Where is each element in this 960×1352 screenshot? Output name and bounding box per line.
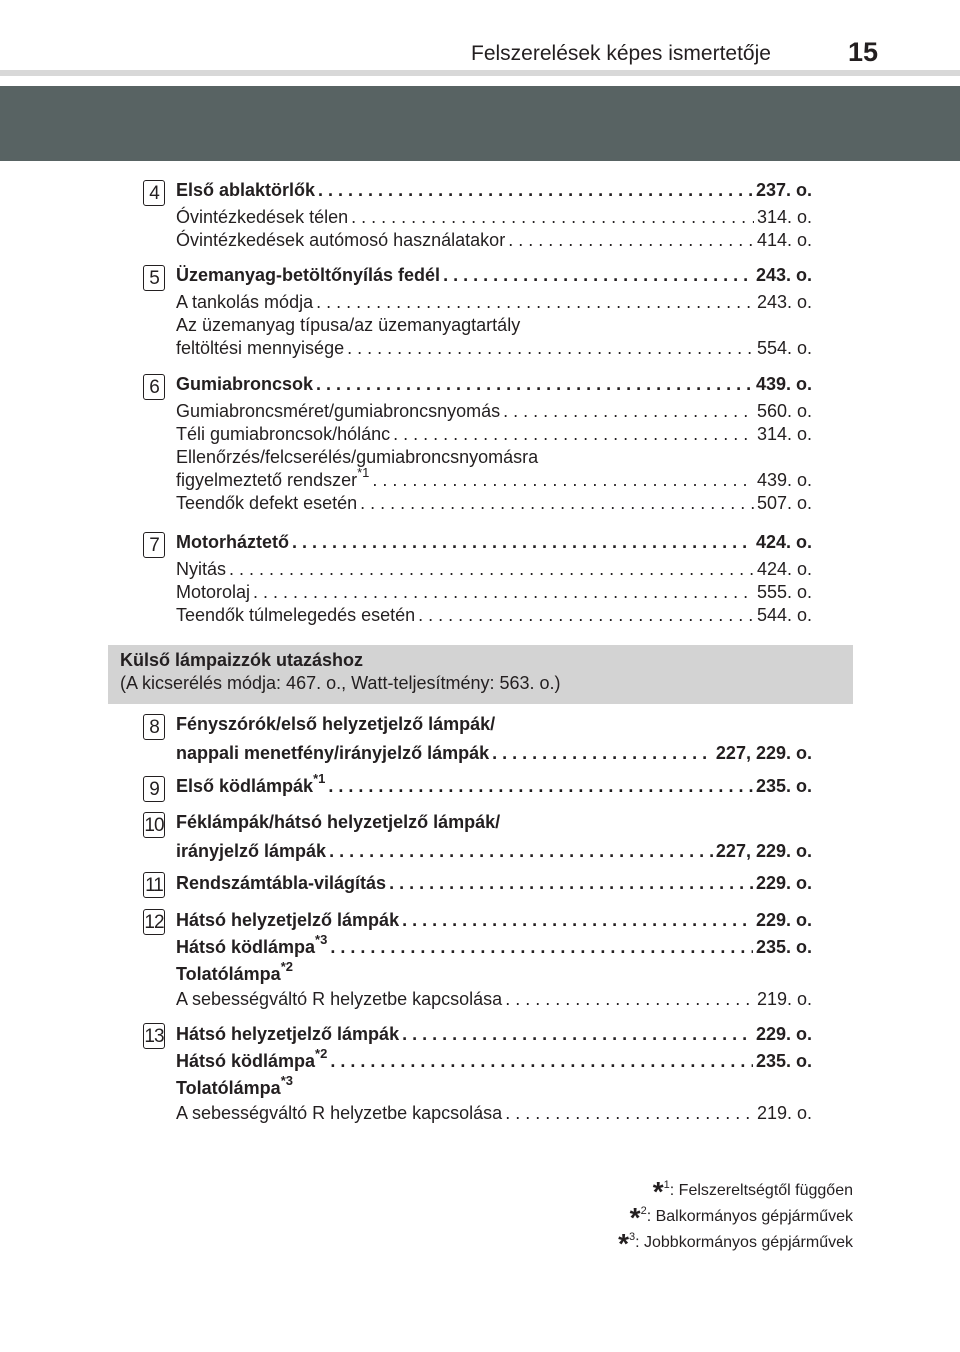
entry-label: Fényszórók/első helyzetjelző lámpák/ [176,714,496,734]
footnote-marker: *1 [313,771,326,786]
entry-label: Első ködlámpák [176,776,314,796]
section-10 [176,811,812,863]
entry-label: Motorháztető [176,532,289,552]
entry-label: Gumiabroncsok [176,374,314,394]
entry-label: A sebességváltó R helyzetbe kapcsolása [176,1103,503,1123]
entry-page: 439. o. [756,470,812,490]
toc-line[interactable] [176,264,812,287]
toc-line[interactable] [176,400,812,423]
section-13 [176,1023,812,1125]
callout-number-7: 7 [143,532,165,558]
toc-line[interactable] [176,291,812,314]
toc-line[interactable] [176,179,812,202]
entry-label: Teendők defekt esetén [176,493,358,513]
entry-label: Első ablaktörlők [176,180,316,200]
footnote-marker: *3 [280,1073,293,1088]
entry-page: 555. o. [756,582,812,602]
entry-page: 235. o. [755,1051,812,1071]
entry-page: 219. o. [756,1103,812,1123]
entry-page: 439. o. [755,374,812,394]
entry-page: 424. o. [756,559,812,579]
page-header-title: Felszerelések képes ismertetője [471,42,771,65]
footnote-1: *$^1$: Felszereltségtől függően [652,1176,853,1207]
entry-label: Féklámpák/hátsó helyzetjelző lámpák/ [176,812,501,832]
toc-line[interactable] [176,742,812,765]
callout-number-11: 11 [143,872,165,898]
toc-line-first [176,713,812,736]
toc-line[interactable] [176,1023,812,1046]
entry-label: irányjelző lámpák [176,841,327,861]
entry-label: Tolatólámpa [176,1078,281,1098]
entry-label: A sebességváltó R helyzetbe kapcsolása [176,989,503,1009]
callout-number-6: 6 [143,374,165,400]
toc-line-first [176,446,812,469]
entry-page: 235. o. [755,776,812,796]
section-5 [176,264,812,360]
footnote-2: *$^2$: Balkormányos gépjárművek [629,1202,853,1233]
entry-label: Tolatólámpa [176,964,281,984]
callout-number-8: 8 [143,714,165,740]
entry-page: 554. o. [756,338,812,358]
section-8 [176,713,812,765]
toc-line[interactable] [176,872,812,895]
section-12 [176,909,812,1011]
entry-page: 229. o. [755,910,812,930]
entry-label: Óvintézkedések autómosó használatakor [176,230,506,250]
footnote-marker: *2 [280,959,293,974]
entry-label: Teendők túlmelegedés esetén [176,605,416,625]
entry-page: 227, 229. o. [715,743,812,763]
toc-line[interactable] [176,492,812,515]
page-number: 15 [848,37,879,67]
entry-label: Motorolaj [176,582,251,602]
section-11 [176,872,812,895]
entry-page: 229. o. [755,873,812,893]
toc-line[interactable] [176,771,812,798]
toc-line[interactable] [176,206,812,229]
entry-page: 227, 229. o. [715,841,812,861]
entry-page: 219. o. [756,989,812,1009]
entry-label: Hátsó helyzetjelző lámpák [176,910,400,930]
toc-line[interactable] [176,840,812,863]
section-6 [176,373,812,515]
image-placeholder-band [0,86,960,161]
callout-number-9: 9 [143,776,165,802]
toc-line[interactable] [176,229,812,252]
toc-line[interactable] [176,337,812,360]
entry-label: Ellenőrzés/felcserélés/gumiabroncsnyomásra [176,447,539,467]
callout-number-10: 10 [143,812,165,838]
footnotes [618,1176,853,1259]
entry-label: Óvintézkedések télen [176,207,349,227]
entry-label: Nyitás [176,559,227,579]
footnote-marker: *2 [315,1046,328,1061]
entry-page: 229. o. [755,1024,812,1044]
entry-label: Az üzemanyag típusa/az üzemanyagtartály [176,315,521,335]
entry-page: 243. o. [756,292,812,312]
entry-label: nappali menetfény/irányjelző lámpák [176,743,490,763]
toc-line[interactable] [176,558,812,581]
callout-number-12: 12 [143,909,165,935]
entry-label: Hátsó helyzetjelző lámpák [176,1024,400,1044]
toc-line[interactable] [176,604,812,627]
entry-page: 235. o. [755,937,812,957]
entry-page: 544. o. [756,605,812,625]
toc-line [176,959,812,986]
toc-line[interactable] [176,1102,812,1125]
callout-number-4: 4 [143,180,165,206]
toc-line[interactable] [176,423,812,446]
entry-page: 414. o. [756,230,812,250]
entry-label: Rendszámtábla-világítás [176,873,387,893]
section-4 [176,179,812,252]
toc-line[interactable] [176,465,812,492]
exterior-lamps-info-box [108,645,853,704]
toc-line[interactable] [176,531,812,554]
toc-line[interactable] [176,373,812,396]
entry-page: 314. o. [756,424,812,444]
toc-line[interactable] [176,988,812,1011]
footnote-3: *$^3$: Jobbkormányos gépjárművek [618,1228,853,1259]
callout-number-5: 5 [143,265,165,291]
toc-line[interactable] [176,581,812,604]
entry-label: Hátsó ködlámpa [176,1051,316,1071]
info-box-title: Külső lámpaizzók utazáshoz [120,650,364,670]
entry-page: 237. o. [755,180,812,200]
entry-page: 507. o. [756,493,812,513]
entry-page: 424. o. [755,532,812,552]
toc-line[interactable] [176,909,812,932]
entry-label: Hátsó ködlámpa [176,937,316,957]
entry-label: Gumiabroncsméret/gumiabroncsnyomás [176,401,501,421]
entry-label: Téli gumiabroncsok/hólánc [176,424,391,444]
toc-line-first [176,811,812,834]
section-9 [176,771,812,798]
toc-line-first [176,314,812,337]
entry-page: 560. o. [756,401,812,421]
toc-line[interactable] [176,1046,812,1073]
section-7 [176,531,812,627]
toc-line[interactable] [176,932,812,959]
entry-label: figyelmeztető rendszer [176,470,358,490]
entry-page: 314. o. [756,207,812,227]
footnote-marker: *3 [315,932,328,947]
info-box-subtitle: (A kicserélés módja: 467. o., Watt-teljesítmény: 563. o.) [120,673,561,693]
entry-page: 243. o. [755,265,812,285]
footnote-marker: *1 [357,465,370,480]
entry-label: feltöltési mennyisége [176,338,345,358]
toc-line [176,1073,812,1100]
callout-number-13: 13 [143,1023,165,1049]
entry-label: A tankolás módja [176,292,314,312]
entry-label: Üzemanyag-betöltőnyílás fedél [176,265,441,285]
